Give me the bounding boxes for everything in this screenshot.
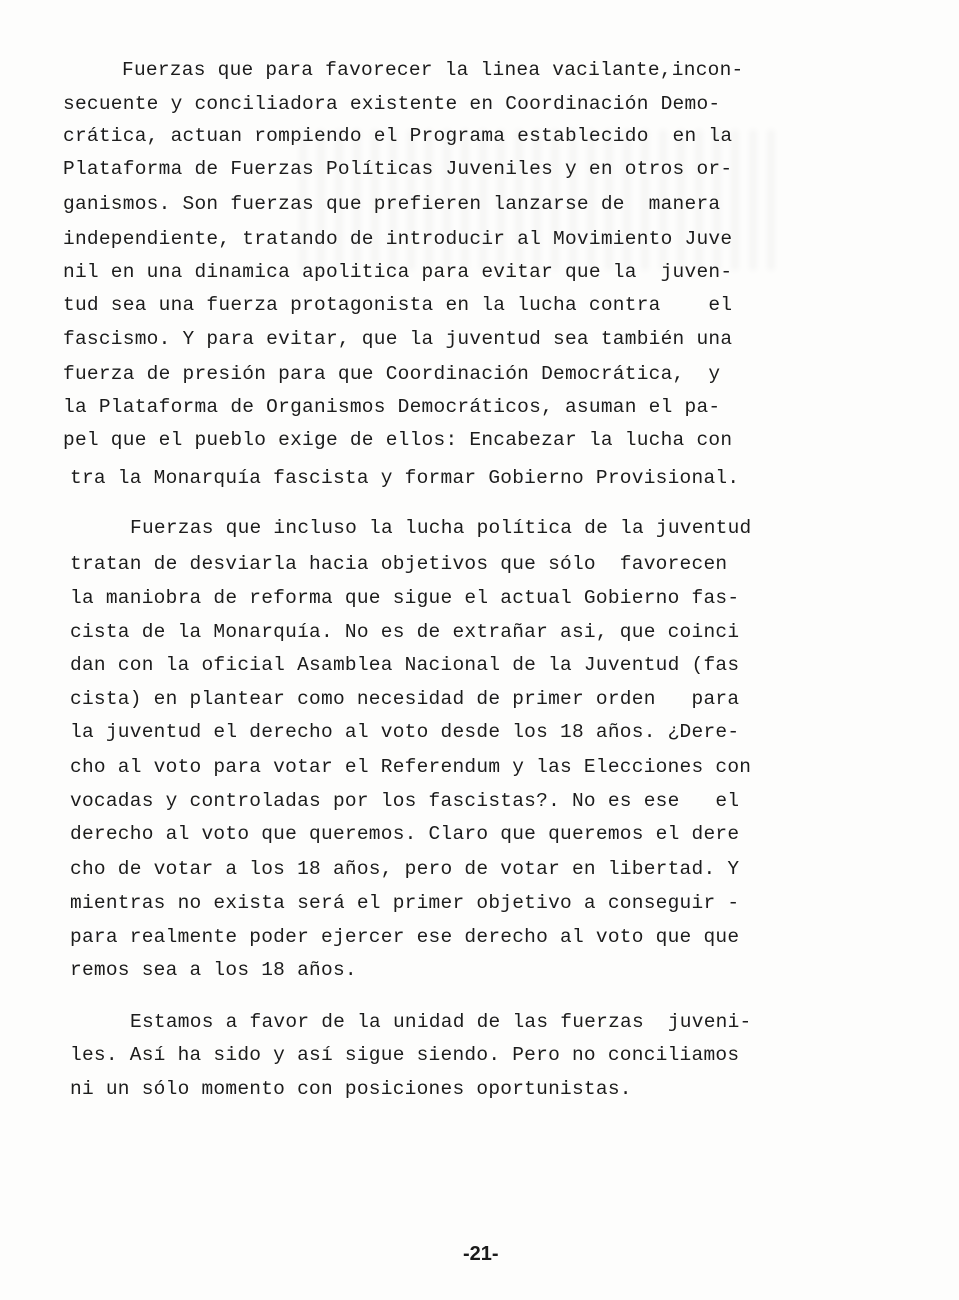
text-line: dan con la oficial Asamblea Nacional de la Juventud (fas bbox=[70, 654, 740, 676]
text-line: vocadas y controladas por los fascistas?. No es ese el bbox=[70, 790, 740, 812]
text-line: Plataforma de Fuerzas Políticas Juveniles y en otros or- bbox=[63, 158, 733, 180]
text-line: tud sea una fuerza protagonista en la lucha contra el bbox=[63, 294, 733, 316]
text-line: tra la Monarquía fascista y formar Gobierno Provisional. bbox=[70, 467, 740, 489]
text-line: Fuerzas que incluso la lucha política de la juventud bbox=[130, 517, 752, 539]
text-line: Estamos a favor de la unidad de las fuerzas juveni- bbox=[130, 1011, 752, 1033]
page-number: -21- bbox=[463, 1243, 499, 1265]
text-line: secuente y conciliadora existente en Coordinación Demo- bbox=[63, 93, 721, 115]
text-line: pel que el pueblo exige de ellos: Encabezar la lucha con bbox=[63, 429, 733, 451]
text-line: la juventud el derecho al voto desde los 18 años. ¿Dere- bbox=[70, 721, 740, 743]
text-line: fuerza de presión para que Coordinación Democrática, y bbox=[63, 363, 721, 385]
text-line: crática, actuan rompiendo el Programa establecido en la bbox=[63, 125, 733, 147]
text-line: tratan de desviarla hacia objetivos que sólo favorecen bbox=[70, 553, 728, 575]
text-line: la maniobra de reforma que sigue el actual Gobierno fas- bbox=[70, 587, 740, 609]
text-line: mientras no exista será el primer objetivo a conseguir - bbox=[70, 892, 740, 914]
text-line: cho al voto para votar el Referendum y las Elecciones con bbox=[70, 756, 752, 778]
text-line: nil en una dinamica apolitica para evitar que la juven- bbox=[63, 261, 733, 283]
text-line: fascismo. Y para evitar, que la juventud sea también una bbox=[63, 328, 733, 350]
text-line: derecho al voto que queremos. Claro que queremos el dere bbox=[70, 823, 740, 845]
text-line: la Plataforma de Organismos Democráticos, asuman el pa- bbox=[63, 396, 721, 418]
text-line: cista de la Monarquía. No es de extrañar asi, que coinci bbox=[70, 621, 740, 643]
text-line: cho de votar a los 18 años, pero de votar en libertad. Y bbox=[70, 858, 740, 880]
text-line: ni un sólo momento con posiciones oportunistas. bbox=[70, 1078, 632, 1100]
text-line: Fuerzas que para favorecer la linea vacilante,incon- bbox=[122, 59, 744, 81]
text-line: cista) en plantear como necesidad de primer orden para bbox=[70, 688, 740, 710]
text-line: remos sea a los 18 años. bbox=[70, 959, 357, 981]
text-line: independiente, tratando de introducir al Movimiento Juve bbox=[63, 228, 733, 250]
text-line: les. Así ha sido y así sigue siendo. Pero no conciliamos bbox=[70, 1044, 740, 1066]
text-line: para realmente poder ejercer ese derecho al voto que que bbox=[70, 926, 740, 948]
text-line: ganismos. Son fuerzas que prefieren lanzarse de manera bbox=[63, 193, 721, 215]
